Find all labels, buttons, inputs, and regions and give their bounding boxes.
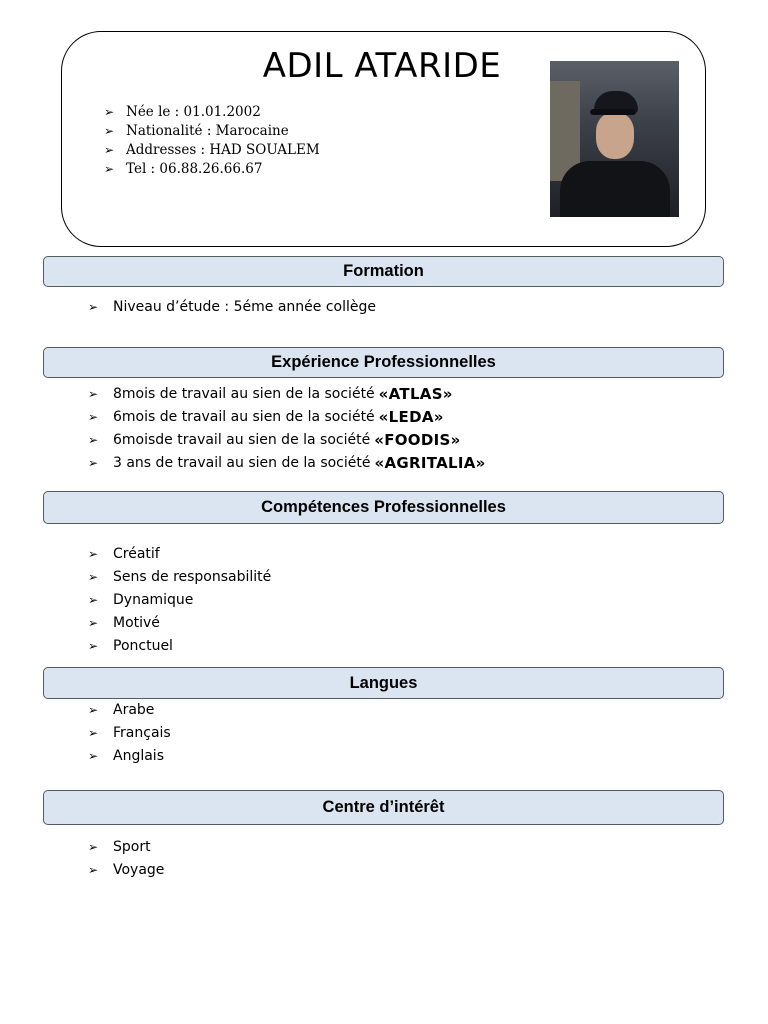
- section-header-interets: Centre d’intérêt: [43, 790, 724, 825]
- arrow-bullet-icon: ➢: [88, 570, 99, 584]
- arrow-bullet-icon: ➢: [88, 387, 99, 401]
- experience-list: [88, 383, 486, 475]
- list-item: ➢ Arabe: [88, 699, 171, 722]
- list-item: ➢ Créatif: [88, 543, 271, 566]
- list-item: ➢ Ponctuel: [88, 635, 271, 658]
- list-item: ➢ Sport: [88, 836, 164, 859]
- section-header-competences: Compétences Professionnelles: [43, 491, 724, 524]
- birth-date-item: [104, 103, 320, 122]
- profile-photo: [550, 61, 679, 217]
- arrow-bullet-icon: ➢: [88, 456, 99, 470]
- arrow-bullet-icon: ➢: [104, 124, 115, 138]
- address-item: [104, 141, 320, 160]
- birth-date: Née le : 01.01.2002: [126, 104, 261, 120]
- langues-list: [88, 699, 171, 768]
- personal-details-list: [104, 103, 320, 179]
- arrow-bullet-icon: ➢: [88, 639, 99, 653]
- company-name: «AGRITALIA»: [374, 454, 486, 472]
- section-header-langues: Langues: [43, 667, 724, 699]
- arrow-bullet-icon: ➢: [88, 593, 99, 607]
- arrow-bullet-icon: ➢: [88, 840, 99, 854]
- competences-list: [88, 543, 271, 658]
- formation-list: [88, 296, 376, 319]
- nationality: Nationalité : Marocaine: [126, 123, 289, 139]
- arrow-bullet-icon: ➢: [88, 616, 99, 630]
- list-item: ➢ Voyage: [88, 859, 164, 882]
- arrow-bullet-icon: ➢: [88, 703, 99, 717]
- company-name: «FOODIS»: [374, 431, 461, 449]
- list-item: ➢ Sens de responsabilité: [88, 566, 271, 589]
- nationality-item: [104, 122, 320, 141]
- list-item: ➢ Dynamique: [88, 589, 271, 612]
- arrow-bullet-icon: ➢: [88, 433, 99, 447]
- arrow-bullet-icon: ➢: [88, 300, 99, 314]
- phone-item: [104, 160, 320, 179]
- company-name: «LEDA»: [378, 408, 444, 426]
- arrow-bullet-icon: ➢: [88, 547, 99, 561]
- header-box: [61, 31, 706, 247]
- arrow-bullet-icon: ➢: [88, 726, 99, 740]
- list-item: ➢ Français: [88, 722, 171, 745]
- section-header-experience: Expérience Professionnelles: [43, 347, 724, 378]
- phone: Tel : 06.88.26.66.67: [126, 161, 263, 177]
- address: Addresses : HAD SOUALEM: [126, 142, 320, 158]
- arrow-bullet-icon: ➢: [88, 410, 99, 424]
- interets-list: [88, 836, 164, 882]
- arrow-bullet-icon: ➢: [104, 105, 115, 119]
- section-header-formation: Formation: [43, 256, 724, 287]
- candidate-name: ADIL ATARIDE: [262, 46, 502, 86]
- list-item: ➢ 6mois de travail au sien de la société «LEDA»: [88, 406, 486, 429]
- list-item: ➢ 8mois de travail au sien de la société «ATLAS»: [88, 383, 486, 406]
- arrow-bullet-icon: ➢: [88, 863, 99, 877]
- list-item: ➢ Motivé: [88, 612, 271, 635]
- arrow-bullet-icon: ➢: [104, 162, 115, 176]
- list-item: ➢ Niveau d’étude : 5éme année collège: [88, 296, 376, 319]
- company-name: «ATLAS»: [378, 385, 453, 403]
- list-item: ➢ 3 ans de travail au sien de la société «AGRITALIA»: [88, 452, 486, 475]
- arrow-bullet-icon: ➢: [88, 749, 99, 763]
- list-item: ➢ 6moisde travail au sien de la société «FOODIS»: [88, 429, 486, 452]
- arrow-bullet-icon: ➢: [104, 143, 115, 157]
- list-item: ➢ Anglais: [88, 745, 171, 768]
